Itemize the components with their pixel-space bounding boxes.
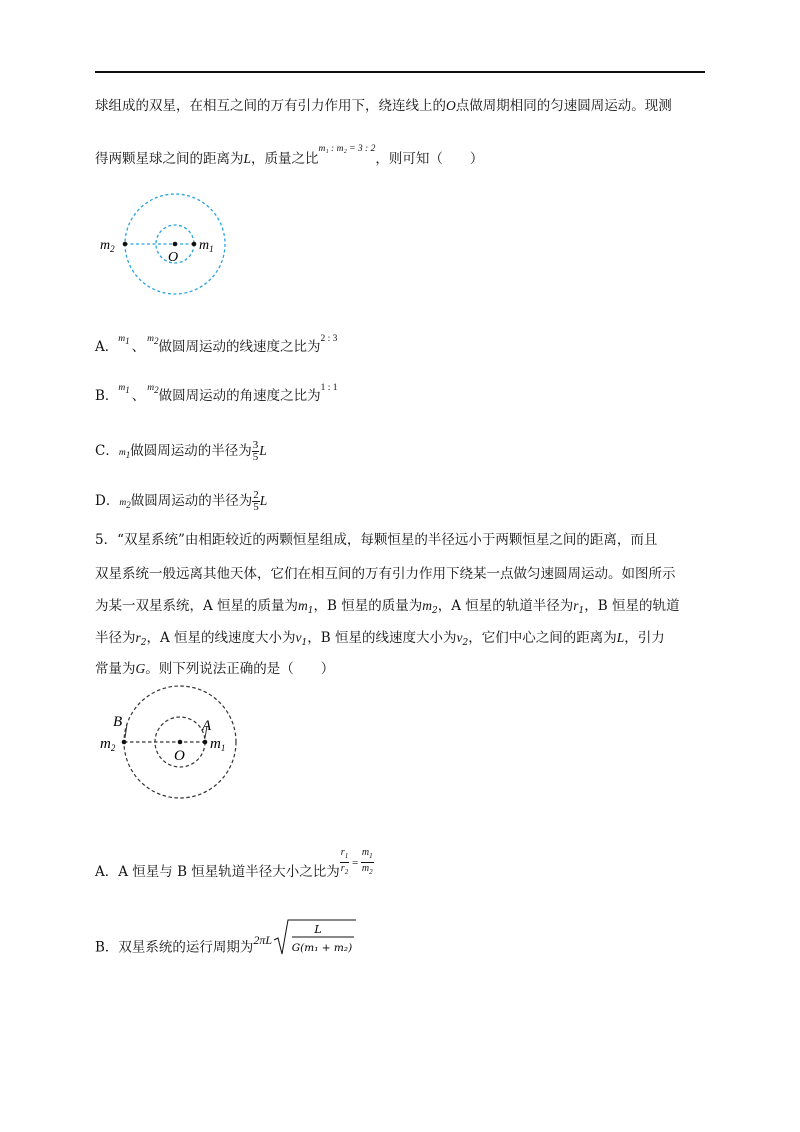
star-a-dot [203, 740, 208, 745]
label-b: B [113, 714, 123, 730]
star-m2-dot [123, 242, 128, 247]
label-m2: $m_2$ [100, 238, 115, 254]
radius-ratio-m: $\frac{m_1}{m_2}$ [361, 847, 373, 876]
period-radical [272, 918, 356, 958]
p4-option-c: C．$m_1$做圆周运动的半径为 $\frac{3}{5}$ L [95, 439, 267, 463]
p4-option-a: A．$^{m_1}$ 、 $^{m_2}$做圆周运动的线速度之比为$^{2 : 3}$ [95, 334, 338, 355]
radius-ratio-r: $\frac{r_1}{r_2}$ [340, 847, 349, 876]
p5-line-1: 5．“双星系统”由相距较近的两颗恒星组成，每颗恒星的半径远小于两颗恒星之间的距离，而且 [95, 532, 658, 548]
star-b-dot [122, 740, 127, 745]
sqrt-sign [272, 918, 356, 958]
label-m1: $m_1$ [210, 736, 226, 753]
p4-orbit-figure [95, 192, 235, 300]
p4-option-d: D．$m_2$做圆周运动的半径为 $\frac{2}{5}$ L [95, 489, 268, 513]
p4-option-b: B．$^{m_1}$ 、 $^{m_2}$做圆周运动的角速度之比为$^{1 : 1}$ [95, 383, 338, 404]
label-o: O [174, 748, 185, 764]
p5-orbit-figure [95, 680, 255, 805]
header-rule [95, 71, 705, 73]
label-m1: $m_1$ [199, 238, 214, 254]
p5-option-a: A．A 恒星与 B 恒星轨道半径大小之比为 $\frac{r_1}{r_2}$ = $\frac{m_1}{m_2}$ [95, 847, 373, 880]
p5-line-3: 为某一双星系统，A 恒星的质量为$m_1$，B 恒星的质量为$m_2$，A 恒星的轨道半径为$r_1$，B 恒星的轨道 [95, 598, 680, 616]
svg-text:L: L [314, 923, 322, 936]
label-o: O [168, 250, 179, 265]
label-m2: $m_2$ [100, 736, 116, 753]
svg-text:G(m₁ + m₂): G(m₁ + m₂) [291, 942, 353, 954]
center-o-dot [178, 740, 183, 745]
p4-line-1: 球组成的双星，在相互之间的万有引力作用下，绕连线上的O点做周期相同的匀速圆周运动。现测 [95, 98, 672, 114]
p5-line-4: 半径为$r_2$，A 恒星的线速度大小为$v_1$，B 恒星的线速度大小为$v_2$，它们中心之间的距离为L，引力 [95, 630, 665, 648]
p5-line-2: 双星系统一般远离其他天体，它们在相互间的万有引力作用下绕某一点做匀速圆周运动。如图所示 [95, 566, 676, 582]
p4-line-2: 得两颗星球之间的距离为L，质量之比$^{m_1 : m_2 = 3 : 2}$，则可知（ ） [95, 144, 484, 167]
star-m1-dot [192, 242, 197, 247]
p5-line-5: 常量为G。则下列说法正确的是（ ） [95, 661, 335, 677]
p5-option-b: B．双星系统的运行周期为2πL L G(m₁ + m₂) [95, 928, 356, 968]
mass-ratio: m₁ : m₂ = 3 : 2 [318, 144, 376, 154]
label-a: A [202, 718, 212, 734]
center-o-dot [173, 242, 178, 247]
